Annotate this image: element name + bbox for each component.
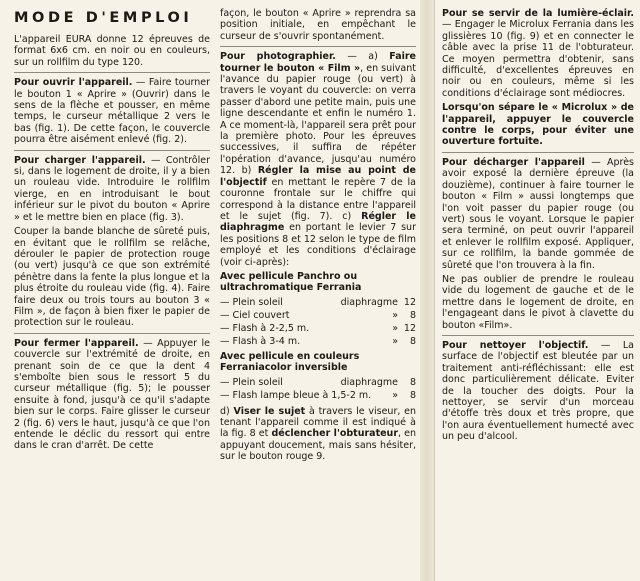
aperture-label: » [392,335,398,347]
condition-label: — Flash à 2-2,5 m. [220,322,310,334]
column-1 [14,8,210,455]
photo-section [220,51,416,268]
photo-b-heading: Régler la mise au point de l'objectif [220,165,416,188]
unload-text: — Après avoir exposé la dernière épreuve (la douzième), continuer à faire tourner le bouton « Film » aussi longtemps que l'on voit passer du papier rouge (ou vert) sous le voyant. Lorsque le papier sera terminé, on peut ouvrir l'appareil et enlever le rollfilm exposé. Appliquer, sur ce rollfilm, la bande gommée de sûreté que l'on trouvera à la fin. [442,156,634,271]
settings-row [220,322,416,335]
section-divider [442,335,634,336]
intro-paragraph: L'appareil EURA donne 12 épreuves de format 6x6 cm. en noir ou en couleurs, sur un rollfilm du type 120. [14,34,210,68]
aperture-label: » [392,322,398,334]
settings-row [220,296,416,309]
condition-label: — Flash lampe bleue à 1,5-2 m. [220,389,372,401]
aperture-value: 8 [409,376,416,388]
flash-heading: Pour se servir de la lumière-éclair. [442,8,634,19]
photo-d-heading: Viser le sujet [233,405,306,417]
photo-d-lead: d) [220,405,234,417]
unload-paragraph-2: Ne pas oublier de prendre le rouleau vide du logement de gauche et de le mettre dans le logement de droite, en l'engageant dans le pivot à clavette du bouton «Film». [442,273,634,331]
section-divider [442,152,634,153]
photo-d-heading-2: déclencher l'obturateur [271,428,399,440]
bw-settings-table [220,296,416,348]
photo-c-text: en portant le levier 7 sur les positions 8 et 12 selon le type de film employé et les conditions d'éclairage (voir ci-après): [220,222,416,268]
section-divider [14,333,210,334]
close-continued: façon, le bouton « Aprire » reprendra sa position initiale, en empêchant le curseur de s'ouvrir spontanément. [220,8,416,42]
aperture-label: » [392,389,398,401]
section-divider [220,46,416,47]
unload-heading: Pour décharger l'appareil [442,156,585,168]
open-section [14,77,210,145]
section-divider [14,72,210,73]
photo-heading: Pour photographier. [220,51,336,63]
aperture-value: 8 [409,309,416,321]
condition-label: — Flash à 3-4 m. [220,335,301,347]
flash-note: Lorsqu'on sépare le « Microlux » de l'appareil, appuyer le couvercle contre le corps, pour éviter une ouverture fortuite. [442,102,634,148]
aperture-value: 12 [403,296,416,308]
settings-row [220,309,416,322]
bw-film-heading: Avec pellicule Panchro ou ultrachromatique Ferrania [220,270,362,294]
color-settings-table [220,376,416,402]
close-heading: Pour fermer l'appareil. [14,337,139,349]
load-paragraph-2: Couper la bande blanche de sûreté puis, en évitant que le rollfilm se relâche, dérouler le papier de protection rouge (ou vert) jusqu'à ce que son extrémité pénètre dans la fente la plus longue et la plus étroite du rouleau vide (fig. 4). Faire faire deux ou trois tours au bouton 3 « Film », de façon à bien fixer le papier de protection sur le rouleau. [14,226,210,329]
open-heading: Pour ouvrir l'appareil. [14,77,133,89]
aperture-label: diaphragme [340,296,398,308]
photo-b-text: en mettant le repère 7 de la couronne frontale sur le chiffre qui correspond à la distance entre l'appareil et le sujet (fig. 7). c) [220,176,416,222]
color-film-heading: Avec pellicule en couleurs Ferraniacolor inversible [220,350,360,374]
aperture-value: 8 [409,389,416,401]
close-section [14,338,210,452]
unload-section [442,157,634,271]
flash-section [442,8,634,99]
load-text: — Contrôler si, dans le logement de droite, il y a bien un rouleau vide. Introduire le rollfilm vierge, en en introduisant le bout inférieur sur le pivot du bouton « Aprire » et le mettre bien en place (fig. 3). [14,154,210,223]
flash-text: — Engager le Microlux Ferrania dans les glissières 10 (fig. 9) et en connecter le câble avec la prise 11 de l'obturateur. Ce moyen permettra d'obtenir, sans difficulté, d'excellentes épreuves en noir ou en couleurs, même si les conditions d'éclairage sont médiocres. [442,19,634,99]
clean-section [442,340,634,443]
clean-heading: Pour nettoyer l'objectif. [442,339,589,351]
condition-label: — Plein soleil [220,376,283,388]
open-text: — Faire tourner le bouton 1 « Aprire » (Ouvrir) dans le sens de la flèche et pousser, en même temps, le curseur métallique 2 vers le bas (fig. 1). De cette façon, le couvercle pourra être aisément enlevé (fig. 2). [14,77,210,146]
load-section [14,155,210,223]
aperture-label: » [392,309,398,321]
photo-c-heading: Régler le diaphragme [220,210,416,234]
column-3 [442,8,634,446]
load-heading: Pour charger l'appareil. [14,154,146,166]
page-title: MODE D'EMPLOI [14,10,193,26]
close-text: — Appuyer le couvercle sur l'extrémité de droite, en prenant soin de ce que la dent 4 s'emboîte bien sous le ressort 5 du curseur métallique (fig. 5); le pousser ensuite à fond, jusqu'à ce qu'il s'adapte bien sur le corps. Faire glisser le curseur 2 (fig. 6) vers le haut, jusqu'à ce que l'on entende le déclic du ressort qui entre dans le cran d'arrêt. De cette [14,337,210,452]
settings-row [220,389,416,402]
book-gutter [420,0,434,581]
photo-d-section [220,406,416,463]
column-2 [220,8,416,466]
aperture-label: diaphragme [340,376,398,388]
photo-a-heading: Faire tourner le bouton « Film » [220,51,416,74]
photo-d-text: à travers le viseur, en tenant l'appareil comme il est indiqué à la fig. 8 et [220,405,417,440]
aperture-value: 12 [403,322,416,334]
condition-label: — Ciel couvert [220,309,290,321]
settings-row [220,376,416,389]
photo-a-lead: — a) [335,51,390,63]
aperture-value: 8 [409,335,416,347]
section-divider [14,150,210,151]
photo-d-text-2: , en appuyant doucement, mais sans hésiter, sur le bouton rouge 9. [220,428,416,463]
clean-text: — La surface de l'objectif est bleutée par un traitement anti-réfléchissant: elle est donc particulièrement délicate. Eviter de la toucher des doigts. Pour la nettoyer, se servir d'un morceau d'étoffe très doux et très propre, que l'on aura éventuellement humecté avec un peu d'alcool. [442,339,634,443]
photo-a-text: , en suivant l'avance du papier rouge (ou vert) à travers le voyant du couvercle: on verra passer d'abord une petite main, puis une ligne descendante et enfin le numéro 1. A ce moment-là, l'appareil sera prêt pour la première photo. Pour les épreuves successives, il suffira de répéter l'opération d'avance, jusqu'au numéro 12. b) [220,62,416,177]
settings-row [220,335,416,348]
condition-label: — Plein soleil [220,296,283,308]
